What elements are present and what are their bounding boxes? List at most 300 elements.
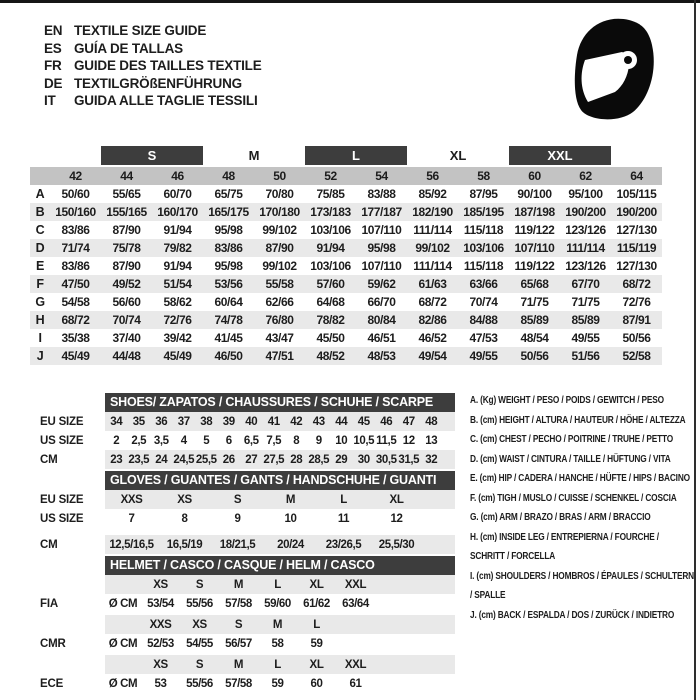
gloves-cell: M	[285, 493, 296, 506]
size-number: 56	[426, 169, 439, 183]
size-cell: 150/160	[55, 205, 96, 219]
row-letter: H	[35, 313, 45, 327]
shoes-cell: 12	[402, 434, 415, 447]
size-cell: 165/175	[208, 205, 249, 219]
gloves-cell: 10	[284, 512, 297, 525]
shoes-cell: 27,5	[263, 453, 285, 466]
size-cell: 190/200	[616, 205, 657, 219]
language-label: TEXTILGRÖßENFÜHRUNG	[74, 75, 242, 91]
size-number: 60	[528, 169, 541, 183]
size-cell: 87/90	[265, 241, 294, 255]
size-cell: 45/50	[316, 331, 345, 345]
helmet-value-cell: 57/58	[225, 597, 252, 610]
size-group-m: M	[248, 148, 260, 163]
size-row-j	[30, 347, 662, 365]
shoes-cells	[105, 450, 455, 469]
size-cell: 95/98	[214, 223, 243, 237]
size-cell: 83/88	[367, 187, 396, 201]
shoes-cell: 9	[315, 434, 322, 447]
shoes-cell: 30,5	[375, 453, 397, 466]
size-cell: 87/90	[112, 259, 141, 273]
helmet-values-cells	[105, 594, 455, 613]
helmet-value-cell: 54/55	[186, 637, 213, 650]
helmet-title: HELMET / CASCO / CASQUE / HELM / CASCO	[105, 556, 455, 575]
gloves-cell: 16,5/19	[166, 538, 203, 551]
helmet-sizes-row-cmr	[40, 615, 460, 634]
row-letter: B	[35, 205, 45, 219]
helmet-value-cell: 61	[349, 677, 362, 690]
gloves-cell: L	[340, 493, 347, 506]
helmet-size-label: XS	[192, 618, 207, 631]
gloves-cell: XXS	[120, 493, 143, 506]
helmet-sizes-row-ece	[40, 655, 460, 674]
size-cell: 56/60	[112, 295, 141, 309]
row-letter: I	[38, 331, 42, 345]
size-cell: 63/66	[469, 277, 498, 291]
helmet-size-label: XL	[309, 578, 324, 591]
gloves-row-label: CM	[40, 538, 58, 551]
size-cell: 79/82	[163, 241, 192, 255]
gloves-cell: 12,5/16,5	[109, 538, 154, 551]
shoes-cell: 37	[177, 415, 190, 428]
gloves-row	[40, 509, 460, 528]
size-cell: 103/106	[310, 259, 351, 273]
helmet-value-cell: 59/60	[264, 597, 291, 610]
helmet-sizes-cells	[105, 615, 455, 634]
gloves-cells	[105, 535, 455, 554]
size-cell: 50/60	[61, 187, 90, 201]
shoes-cell: 2	[113, 434, 120, 447]
size-cell: 55/65	[112, 187, 141, 201]
helmet-value-cell: 53	[154, 677, 167, 690]
shoes-cell: 13	[425, 434, 438, 447]
top-border-line	[0, 0, 700, 3]
gloves-row	[40, 490, 460, 509]
size-row-h	[30, 311, 662, 329]
size-cell: 173/183	[310, 205, 351, 219]
size-cell: 99/102	[262, 259, 297, 273]
size-group-xxl: XXL	[509, 146, 611, 165]
shoes-cell: 47	[402, 415, 415, 428]
size-cell: 99/102	[262, 223, 297, 237]
shoes-cell: 28	[290, 453, 303, 466]
size-cell: 83/86	[214, 241, 243, 255]
shoes-cell: 7,5	[266, 434, 282, 447]
shoes-cell: 43	[312, 415, 325, 428]
legend-item: D. (cm) WAIST / CINTURA / TAILLE / HÜFTUNG / VITA	[470, 453, 671, 465]
helmet-size-label: L	[274, 578, 281, 591]
size-cell: 47/51	[265, 349, 294, 363]
size-cell: 160/170	[157, 205, 198, 219]
shoes-cell: 31,5	[398, 453, 420, 466]
size-cell: 72/76	[163, 313, 192, 327]
size-cell: 115/119	[616, 241, 657, 255]
size-number-row	[30, 167, 662, 185]
size-number: 44	[120, 169, 133, 183]
shoes-row-label: CM	[40, 453, 58, 466]
helmet-standard-label: ECE	[40, 677, 64, 690]
helmet-body	[40, 575, 460, 693]
helmet-value-cell: 55/56	[186, 677, 213, 690]
shoes-cells	[105, 431, 455, 450]
helmet-value-cell: 57/58	[225, 677, 252, 690]
row-letter: D	[35, 241, 45, 255]
size-cell: 103/106	[463, 241, 504, 255]
shoes-cell: 8	[293, 434, 300, 447]
size-cell: 123/126	[565, 259, 606, 273]
gloves-cell: XL	[389, 493, 404, 506]
size-cell: 90/100	[517, 187, 552, 201]
helmet-standard-label: FIA	[40, 597, 58, 610]
size-cell: 51/56	[571, 349, 600, 363]
shoes-cell: 45	[357, 415, 370, 428]
size-cell: 115/118	[463, 259, 504, 273]
language-row	[44, 22, 262, 40]
row-letter: J	[36, 349, 44, 363]
helmet-value-cell: 59	[310, 637, 323, 650]
size-row-d	[30, 239, 662, 257]
shoes-row-label: EU SIZE	[40, 415, 84, 428]
helmet-size-label: XS	[153, 658, 168, 671]
helmet-value-cell: 52/53	[147, 637, 174, 650]
size-cell: 111/114	[413, 223, 452, 237]
gloves-cell: S	[233, 493, 242, 506]
shoes-cell: 32	[425, 453, 438, 466]
gloves-cells	[105, 509, 455, 528]
size-cell: 48/54	[520, 331, 549, 345]
size-cell: 103/106	[310, 223, 351, 237]
size-cell: 62/66	[265, 295, 294, 309]
size-number: 42	[69, 169, 82, 183]
size-cell: 60/70	[163, 187, 192, 201]
size-cell: 50/56	[520, 349, 549, 363]
size-number: 58	[477, 169, 490, 183]
helmet-size-label: S	[195, 658, 204, 671]
size-number: 48	[222, 169, 235, 183]
size-cell: 74/78	[214, 313, 243, 327]
shoes-cell: 5	[203, 434, 210, 447]
size-table-body	[30, 185, 662, 365]
size-cell: 85/89	[571, 313, 600, 327]
gloves-cell: 8	[181, 512, 188, 525]
shoes-cell: 26	[222, 453, 235, 466]
shoes-row	[40, 431, 460, 450]
textile-size-table	[30, 146, 662, 365]
shoes-cell: 24,5	[173, 453, 195, 466]
size-row-i	[30, 329, 662, 347]
size-cell: 35/38	[61, 331, 90, 345]
shoes-cell: 25,5	[195, 453, 217, 466]
gloves-cell: 11	[337, 512, 350, 525]
size-group-s: S	[101, 146, 203, 165]
helmet-size-label: M	[272, 618, 283, 631]
size-cell: 65/75	[214, 187, 243, 201]
language-code: ES	[44, 40, 62, 56]
language-code: EN	[44, 23, 63, 38]
gloves-row-label: EU SIZE	[40, 493, 84, 506]
size-cell: 75/85	[316, 187, 345, 201]
shoes-cell: 30	[357, 453, 370, 466]
size-row-a	[30, 185, 662, 203]
gloves-cell: 18/21,5	[219, 538, 256, 551]
size-cell: 43/47	[265, 331, 294, 345]
shoes-table	[40, 393, 460, 469]
size-cell: 52/58	[622, 349, 651, 363]
row-letter: F	[36, 277, 44, 291]
size-cell: 182/190	[412, 205, 453, 219]
size-cell: 95/98	[214, 259, 243, 273]
row-letter: E	[36, 259, 44, 273]
size-cell: 95/98	[367, 241, 396, 255]
size-cell: 91/94	[163, 259, 192, 273]
size-cell: 68/72	[622, 277, 651, 291]
size-cell: 95/100	[568, 187, 603, 201]
size-cell: 48/53	[367, 349, 396, 363]
gloves-cell: 25,5/30	[378, 538, 415, 551]
gloves-cell: 12	[390, 512, 403, 525]
size-cell: 70/80	[265, 187, 294, 201]
legend-item: C. (cm) CHEST / PECHO / POITRINE / TRUHE / PETTO	[470, 434, 674, 445]
size-cell: 107/110	[514, 241, 555, 255]
size-cell: 107/110	[361, 259, 402, 273]
size-cell: 99/102	[415, 241, 450, 255]
helmet-size-label: XS	[153, 578, 168, 591]
size-cell: 91/94	[163, 223, 192, 237]
legend-item: E. (cm) HIP / CADERA / HANCHE / HÜFTE / HIPS / BACINO	[470, 473, 690, 484]
size-cell: 119/122	[514, 223, 555, 237]
size-number: 46	[171, 169, 184, 183]
size-number: 64	[630, 169, 643, 183]
size-cell: 41/45	[214, 331, 243, 345]
shoes-cell: 6	[225, 434, 232, 447]
size-number: 50	[273, 169, 286, 183]
size-row-b	[30, 203, 662, 221]
shoes-cell: 28,5	[308, 453, 330, 466]
helmet-value-cell: 60	[310, 677, 323, 690]
helmet-value-cell: 55/56	[186, 597, 213, 610]
language-row	[44, 75, 262, 93]
helmet-size-label: XXS	[149, 618, 172, 631]
size-cell: 115/118	[463, 223, 504, 237]
helmet-sizes-cells	[105, 575, 455, 594]
size-cell: 39/42	[163, 331, 192, 345]
size-cell: 68/72	[61, 313, 90, 327]
row-letter: A	[35, 187, 45, 201]
size-cell: 58/62	[163, 295, 192, 309]
size-cell: 187/198	[514, 205, 555, 219]
size-cell: 57/60	[316, 277, 345, 291]
size-cell: 67/70	[571, 277, 600, 291]
helmet-sizes-row-fia	[40, 575, 460, 594]
shoes-cell: 10	[335, 434, 348, 447]
size-cell: 87/90	[112, 223, 141, 237]
size-cell: 46/51	[367, 331, 396, 345]
measurement-legend	[470, 391, 696, 625]
size-cell: 45/49	[163, 349, 192, 363]
shoes-cell: 10,5	[353, 434, 375, 447]
helmet-value-cell: 58	[271, 637, 284, 650]
legend-item: A. (Kg) WEIGHT / PESO / POIDS / GEWITCH / PESO	[470, 395, 664, 406]
size-cell: 119/122	[514, 259, 555, 273]
legend-item: G. (cm) ARM / BRAZO / BRAS / ARM / BRACCIO	[470, 512, 651, 523]
helmet-size-label: L	[313, 618, 320, 631]
size-cell: 49/55	[469, 349, 498, 363]
language-label: GUÍA DE TALLAS	[74, 40, 183, 56]
size-cell: 123/126	[565, 223, 606, 237]
helmet-value-cell: 56/57	[225, 637, 252, 650]
size-cell: 190/200	[565, 205, 606, 219]
size-cell: 87/91	[622, 313, 651, 327]
shoes-title: SHOES/ ZAPATOS / CHAUSSURES / SCHUHE / SCARPE	[105, 393, 455, 412]
size-cell: 47/53	[469, 331, 498, 345]
language-label: TEXTILE SIZE GUIDE	[74, 23, 207, 38]
shoes-cells	[105, 412, 455, 431]
helmet-sizes-cells	[105, 655, 455, 674]
legend-item: I. (cm) SHOULDERS / HOMBROS / ÉPAULES / SCHULTERN / SPALLE	[470, 570, 694, 601]
size-cell: 45/49	[61, 349, 90, 363]
size-cell: 50/56	[622, 331, 651, 345]
size-cell: 107/110	[361, 223, 402, 237]
size-cell: 72/76	[622, 295, 651, 309]
language-list	[44, 22, 262, 110]
helmet-icon	[572, 16, 664, 131]
size-cell: 47/50	[61, 277, 90, 291]
shoes-cell: 41	[267, 415, 280, 428]
legend-item: J. (cm) BACK / ESPALDA / DOS / ZURÜCK / INDIETRO	[470, 609, 675, 621]
size-cell: 68/72	[418, 295, 447, 309]
shoes-row-label: US SIZE	[40, 434, 84, 447]
shoes-row	[40, 412, 460, 431]
size-cell: 70/74	[112, 313, 141, 327]
size-cell: 75/78	[112, 241, 141, 255]
gloves-cell: 20/24	[277, 538, 304, 551]
size-group-xl: XL	[449, 148, 467, 163]
helmet-size-label: S	[195, 578, 204, 591]
shoes-cell: 40	[245, 415, 258, 428]
row-letter: C	[35, 223, 45, 237]
size-cell: 48/52	[316, 349, 345, 363]
helmet-value-cell: 63/64	[342, 597, 369, 610]
size-cell: 59/62	[367, 277, 396, 291]
helmet-size-label: S	[234, 618, 243, 631]
size-cell: 91/94	[316, 241, 345, 255]
size-row-c	[30, 221, 662, 239]
shoes-cell: 34	[110, 415, 123, 428]
size-cell: 85/89	[520, 313, 549, 327]
gloves-cell: XS	[177, 493, 192, 506]
language-row	[44, 92, 262, 110]
size-cell: 87/95	[469, 187, 498, 201]
helmet-values-cells	[105, 634, 455, 653]
shoes-cell: 3,5	[153, 434, 169, 447]
shoes-cell: 36	[155, 415, 168, 428]
helmet-unit-label: Ø CM	[108, 597, 138, 610]
shoes-cell: 29	[335, 453, 348, 466]
size-cell: 46/50	[214, 349, 243, 363]
size-number: 52	[324, 169, 337, 183]
gloves-body	[40, 490, 460, 554]
language-row	[44, 40, 262, 58]
size-cell: 111/114	[413, 259, 452, 273]
language-label: GUIDE DES TAILLES TEXTILE	[74, 58, 262, 73]
shoes-cell: 24	[155, 453, 168, 466]
shoes-cell: 39	[222, 415, 235, 428]
size-cell: 83/86	[61, 259, 90, 273]
helmet-size-label: XL	[309, 658, 324, 671]
shoes-row	[40, 450, 460, 469]
size-cell: 71/75	[520, 295, 549, 309]
size-cell: 127/130	[616, 259, 657, 273]
size-cell: 155/165	[106, 205, 147, 219]
gloves-row-label: US SIZE	[40, 512, 84, 525]
gloves-row	[40, 535, 460, 554]
shoes-cell: 35	[132, 415, 145, 428]
gloves-cell: 7	[128, 512, 135, 525]
size-cell: 37/40	[112, 331, 141, 345]
gloves-table	[40, 471, 460, 554]
helmet-size-label: XXL	[344, 578, 367, 591]
legend-item: B. (cm) HEIGHT / ALTURA / HAUTEUR / HÖHE / ALTEZZA	[470, 414, 686, 426]
size-cell: 177/187	[361, 205, 402, 219]
size-cell: 66/70	[367, 295, 396, 309]
size-cell: 53/56	[214, 277, 243, 291]
size-cell: 49/52	[112, 277, 141, 291]
size-cell: 83/86	[61, 223, 90, 237]
helmet-values-row-fia	[40, 594, 460, 613]
shoes-cell: 23,5	[128, 453, 150, 466]
size-row-e	[30, 257, 662, 275]
helmet-size-label: XXL	[344, 658, 367, 671]
helmet-table	[40, 556, 460, 693]
size-cell: 49/54	[418, 349, 447, 363]
gloves-cell: 9	[234, 512, 241, 525]
gloves-title: GLOVES / GUANTES / GANTS / HANDSCHUHE / GUANTI	[105, 471, 455, 490]
size-cell: 76/80	[265, 313, 294, 327]
language-code: FR	[44, 58, 62, 73]
size-cell: 85/92	[418, 187, 447, 201]
size-cell: 71/74	[61, 241, 90, 255]
size-cell: 170/180	[259, 205, 300, 219]
size-number: 54	[375, 169, 388, 183]
size-number: 62	[579, 169, 592, 183]
legend-item: F. (cm) TIGH / MUSLO / CUISSE / SCHENKEL / COSCIA	[470, 492, 677, 504]
size-row-g	[30, 293, 662, 311]
size-cell: 46/52	[418, 331, 447, 345]
helmet-values-cells	[105, 674, 455, 693]
size-cell: 70/74	[469, 295, 498, 309]
helmet-size-label: M	[233, 578, 244, 591]
shoes-cell: 4	[180, 434, 187, 447]
size-cell: 80/84	[367, 313, 396, 327]
size-cell: 127/130	[616, 223, 657, 237]
size-cell: 78/82	[316, 313, 345, 327]
size-cell: 60/64	[214, 295, 243, 309]
helmet-standard-label: CMR	[40, 637, 66, 650]
shoes-cell: 48	[425, 415, 438, 428]
helmet-unit-label: Ø CM	[108, 677, 138, 690]
language-code: DE	[44, 75, 63, 91]
language-label: GUIDA ALLE TAGLIE TESSILI	[74, 93, 258, 108]
helmet-value-cell: 59	[271, 677, 284, 690]
shoes-cell: 6,5	[243, 434, 259, 447]
gloves-cell: 23/26,5	[325, 538, 362, 551]
helmet-unit-label: Ø CM	[108, 637, 138, 650]
size-cell: 61/63	[418, 277, 447, 291]
size-cell: 71/75	[571, 295, 600, 309]
size-group-l: L	[305, 146, 407, 165]
legend-item: H. (cm) INSIDE LEG / ENTREPIERNA / FOURCHE / SCHRITT / FORCELLA	[470, 531, 659, 562]
shoes-cell: 44	[335, 415, 348, 428]
